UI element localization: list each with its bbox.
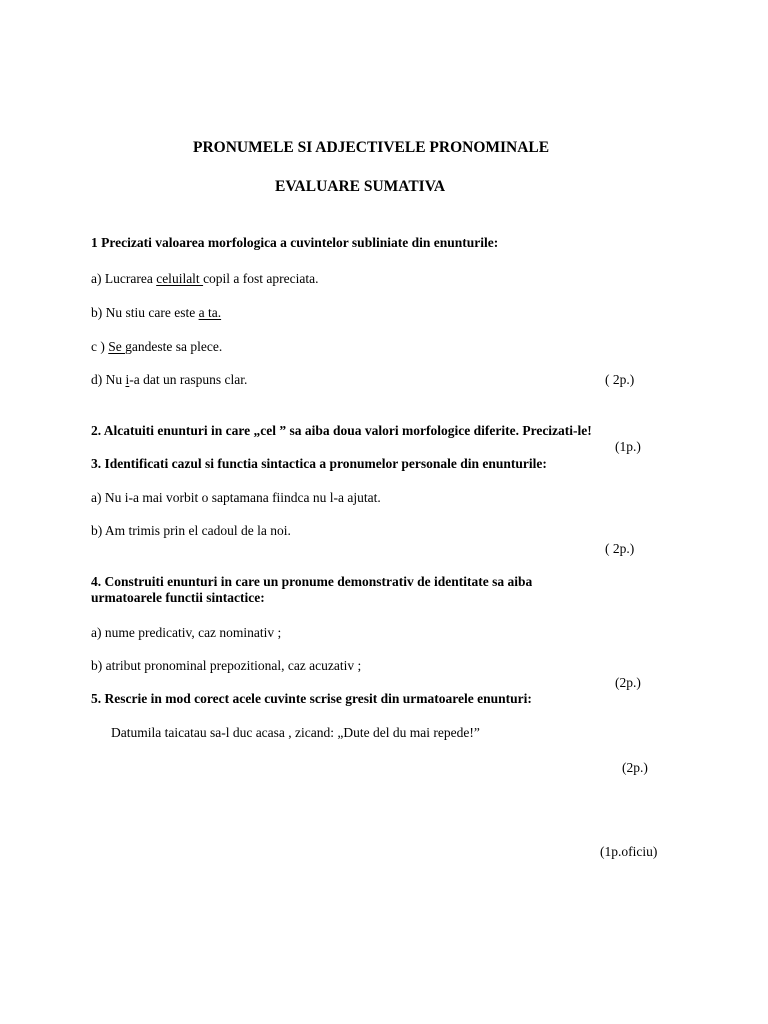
q4-points: (2p.)	[615, 675, 641, 690]
q4-item-b: b) atribut pronominal prepozitional, caz acuzativ ;	[91, 658, 362, 673]
q1-item-d	[91, 373, 247, 387]
q1-a-text-end: copil a fost apreciata.	[203, 271, 319, 286]
question-4-line-1: 4. Construiti enunturi in care un pronume demonstrativ de identitate sa aiba	[91, 574, 533, 589]
q3-item-b: b) Am trimis prin el cadoul de la noi.	[91, 523, 291, 538]
q1-b-underlined-word: a ta.	[198, 305, 222, 320]
question-3: 3. Identificati cazul si functia sintactica a pronumelor personale din enunturile:	[91, 456, 547, 471]
q1-a-text: a) Lucrarea	[91, 271, 157, 286]
q1-item-c	[91, 340, 222, 354]
q1-item-a	[91, 272, 319, 286]
oficiu-points: (1p.oficiu)	[600, 844, 658, 859]
q5-sentence: Datumila taicatau sa-l duc acasa , zicand: „Dute del du mai repede!”	[111, 725, 480, 740]
question-5: 5. Rescrie in mod corect acele cuvinte scrise gresit din urmatoarele enunturi:	[91, 691, 532, 706]
q1-c-underlined-word: Se	[108, 339, 126, 354]
q2-points: (1p.)	[615, 439, 641, 454]
q3-points: ( 2p.)	[605, 541, 635, 556]
q4-item-a: a) nume predicativ, caz nominativ ;	[91, 625, 282, 640]
question-4-line-2: urmatoarele functii sintactice:	[91, 590, 265, 605]
q1-d-text-end: -a dat un raspuns clar.	[129, 372, 248, 387]
q1-b-text: b) Nu stiu care este	[91, 305, 199, 320]
document-subtitle: EVALUARE SUMATIVA	[275, 178, 446, 195]
question-1: 1 Precizati valoarea morfologica a cuvintelor subliniate din enunturile:	[91, 235, 499, 250]
q1-a-underlined-word: celuilalt	[156, 271, 204, 286]
q1-d-underlined-word: i	[125, 372, 130, 387]
q1-d-text: d) Nu	[91, 372, 126, 387]
q3-item-a: a) Nu i-a mai vorbit o saptamana fiindca nu l-a ajutat.	[91, 490, 381, 505]
q1-c-text-end: gandeste sa plece.	[125, 339, 223, 354]
q1-item-b	[91, 306, 221, 320]
q1-points: ( 2p.)	[605, 372, 635, 387]
q5-points: (2p.)	[622, 760, 648, 775]
document-title: PRONUMELE SI ADJECTIVELE PRONOMINALE	[193, 139, 550, 156]
q1-c-text: c )	[91, 339, 109, 354]
question-2: 2. Alcatuiti enunturi in care „cel ” sa aiba doua valori morfologice diferite. Precizati-le!	[91, 423, 592, 438]
